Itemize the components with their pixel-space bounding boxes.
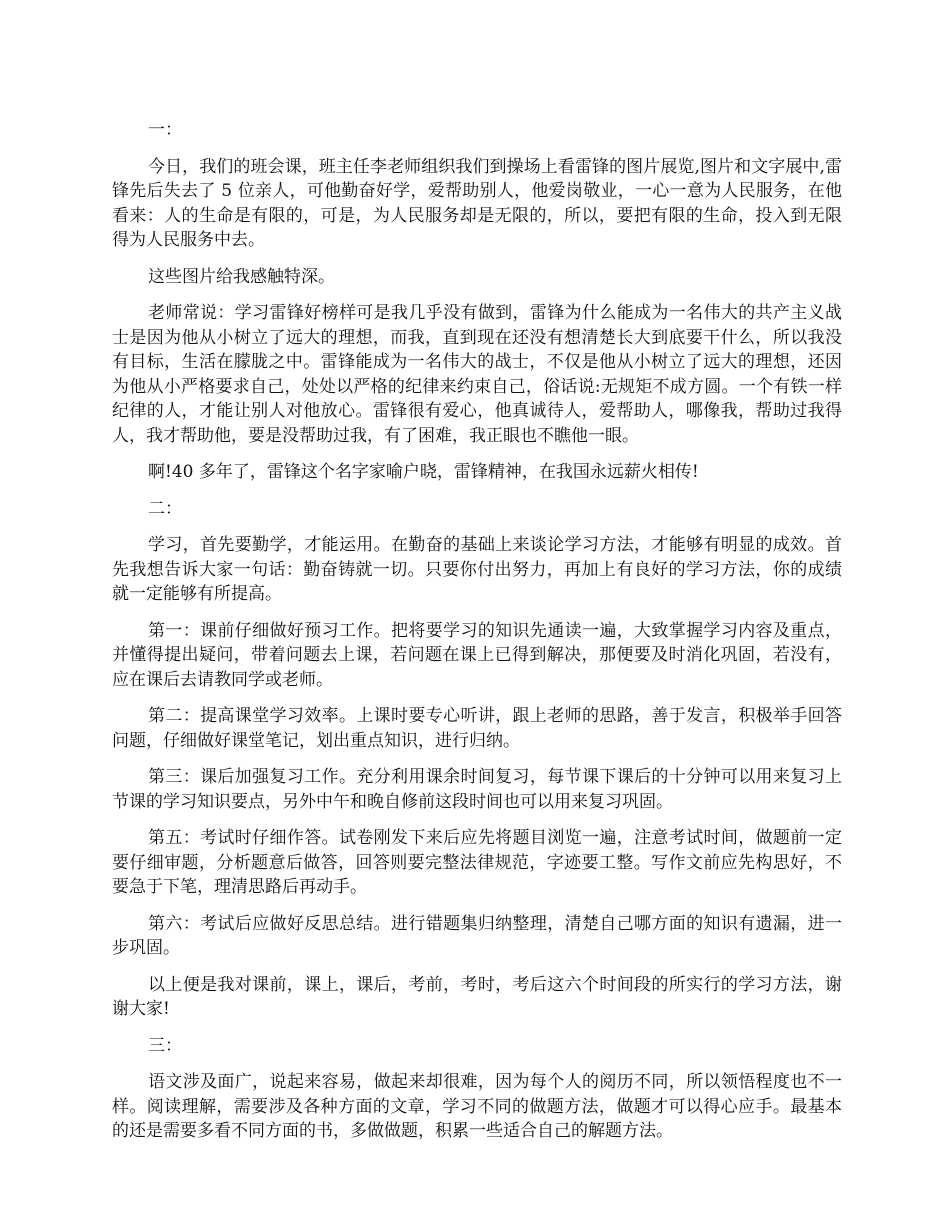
paragraph: 语文涉及面广，说起来容易，做起来却很难，因为每个人的阅历不同，所以领悟程度也不一样。阅读理解，需要涉及各种方面的文章，学习不同的做题方法，做题才可以得心应手。最基本的还是需要多看不同方面的书，多做做题，积累一些适合自己的解题方法。 [112,1072,842,1141]
paragraph: 第六：考试后应做好反思总结。进行错题集归纳整理，清楚自己哪方面的知识有遗漏，进一步巩固。 [112,913,842,958]
paragraph: 第一：课前仔细做好预习工作。把将要学习的知识先通读一遍，大致掌握学习内容及重点，并懂得提出疑问，带着问题去上课，若问题在课上已得到解决，那便要及时消化巩固，若没有，应在课后去请教同学或老师。 [112,620,842,690]
section-heading-1: 一： [148,120,182,140]
paragraph: 老师常说：学习雷锋好榜样可是我几乎没有做到，雷锋为什么能成为一名伟大的共产主义战士是因为他从小树立了远大的理想，而我，直到现在还没有想清楚长大到底要干什么，所以我没有目标，生活在朦胧之中。雷锋能成为一名伟大的战士，不仅是他从小树立了远大的理想，还因为他从小严格要求自己，处处以严格的纪律来约束自己，俗话说:无规矩不成方圆。一个有铁一样纪律的人，才能让别人对他放心。雷锋很有爱心，他真诚待人，爱帮助人，哪像我，帮助过我得人，我才帮助他，要是没帮助过我，有了困难，我正眼也不瞧他一眼。 [112,303,842,446]
paragraph: 学习，首先要勤学，才能运用。在勤奋的基础上来谈论学习方法，才能够有明显的成效。首先我想告诉大家一句话：勤奋铸就一切。只要你付出努力，再加上有良好的学习方法，你的成绩就一定能够有所提高。 [112,535,842,604]
paragraph: 今日，我们的班会课，班主任李老师组织我们到操场上看雷锋的图片展览,图片和文字展中,雷锋先后失去了 5 位亲人，可他勤奋好学，爱帮助别人，他爱岗敬业，一心一意为人民服务，在他看来：人的生命是有限的，可是，为人民服务却是无限的，所以，要把有限的生命，投入到无限得为人民服务中去。 [112,156,842,250]
paragraph: 这些图片给我感触特深。 [148,266,335,287]
paragraph: 第三：课后加强复习工作。充分利用课余时间复习，每节课下课后的十分钟可以用来复习上节课的学习知识要点，另外中午和晚自修前这段时间也可以用来复习巩固。 [112,767,842,812]
section-heading-3: 三： [148,1035,182,1056]
section-heading-2: 二： [148,498,182,519]
document-page [112,118,842,1156]
paragraph: 啊!40 多年了，雷锋这个名字家喻户晓，雷锋精神，在我国永远薪火相传! [148,462,699,482]
paragraph: 第五：考试时仔细作答。试卷刚发下来后应先将题目浏览一遍，注意考试时间，做题前一定要仔细审题，分析题意后做答，回答则要完整法律规范，字迹要工整。写作文前应先构思好，不要急于下笔，理清思路后再动手。 [112,828,842,897]
paragraph: 第二：提高课堂学习效率。上课时要专心听讲，跟上老师的思路，善于发言，积极举手回答问题，仔细做好课堂笔记，划出重点知识，进行归纳。 [112,706,842,751]
paragraph: 以上便是我对课前，课上，课后，考前，考时，考后这六个时间段的所实行的学习方法，谢谢大家! [112,974,842,1019]
